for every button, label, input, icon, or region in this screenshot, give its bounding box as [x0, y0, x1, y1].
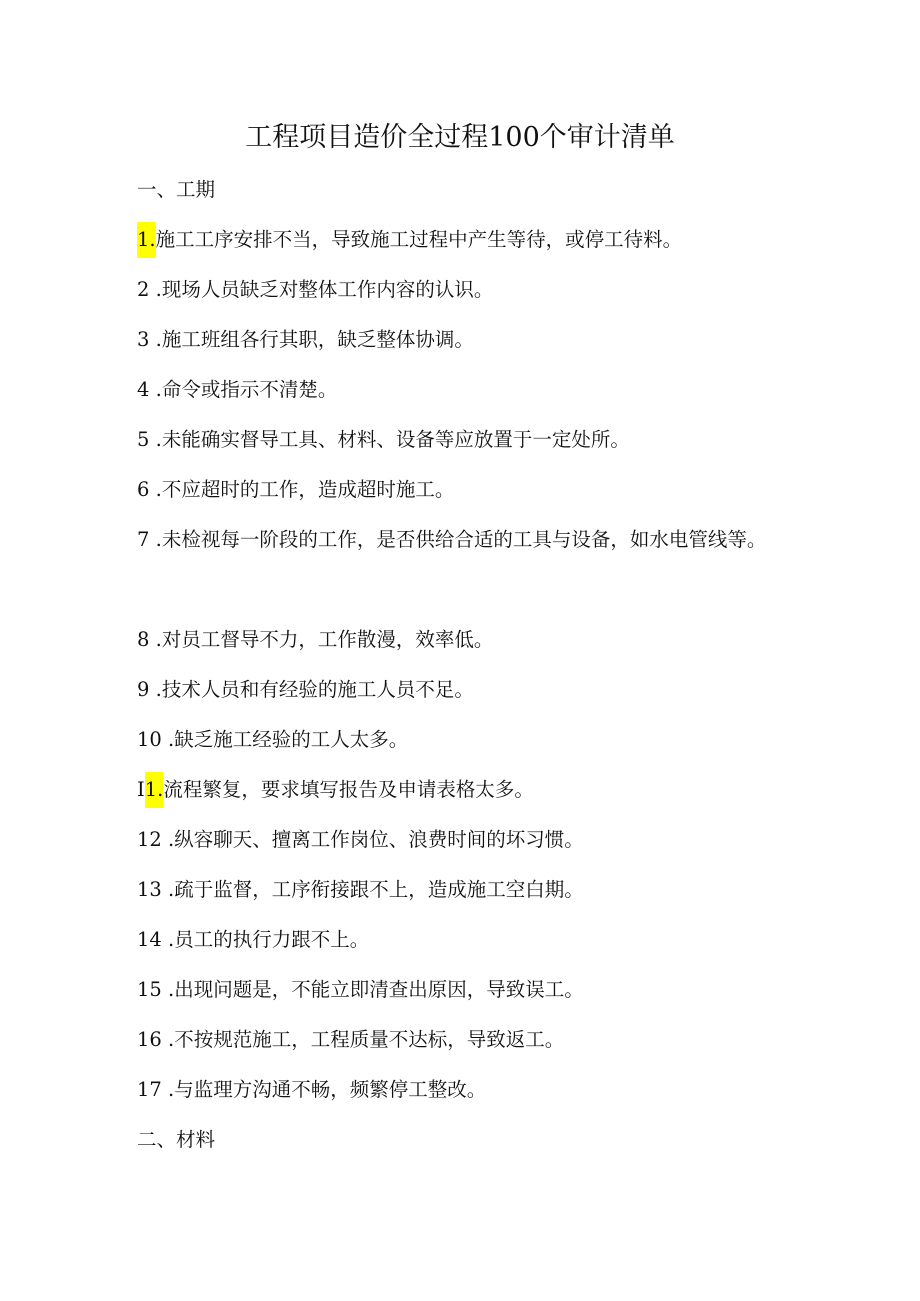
list-item [137, 772, 534, 808]
item-number: 1. [137, 222, 156, 258]
item-number: 17 . [137, 1078, 175, 1101]
list-item [137, 822, 584, 858]
item-text: 技术人员和有经验的施工人员不足。 [161, 678, 474, 701]
item-text: 不应超时的工作，造成超时施工。 [161, 478, 455, 501]
document-title: 工程项目造价全过程100个审计清单 [245, 122, 675, 153]
list-item [137, 1022, 564, 1058]
item-number: 15 . [137, 978, 175, 1001]
list-item [137, 1072, 486, 1108]
item-text: 缺乏施工经验的工人太多。 [174, 728, 409, 751]
list-item [137, 272, 493, 308]
item-text: 施工班组各行其职，缺乏整体协调。 [161, 328, 474, 351]
list-item [137, 872, 584, 908]
item-text: 不按规范施工，工程质量不达标，导致返工。 [174, 1028, 565, 1051]
item-text: 命令或指示不清楚。 [161, 378, 338, 401]
section-heading-schedule: 一、工期 [137, 178, 216, 201]
list-item [137, 515, 787, 565]
item-number: 12 . [137, 828, 175, 851]
item-number: 8 . [137, 628, 162, 651]
item-text: 纵容聊天、擅离工作岗位、浪费时间的坏习惯。 [174, 828, 584, 851]
item-number: 2 . [137, 278, 162, 301]
item-text: 未能确实督导工具、材料、设备等应放置于一定处所。 [161, 428, 630, 451]
item-number: 16 . [137, 1028, 175, 1051]
item-number: 13 . [137, 878, 175, 901]
list-item [137, 322, 474, 358]
list-item [137, 372, 337, 408]
item-number: 7 . [137, 528, 162, 551]
item-number: 14 . [137, 928, 175, 951]
item-number: 5 . [137, 428, 162, 451]
item-number: 4 . [137, 378, 162, 401]
item-number: 1. [145, 772, 164, 808]
item-text: 现场人员缺乏对整体工作内容的认识。 [161, 278, 494, 301]
item-number: 9 . [137, 678, 162, 701]
item-number-prefix: I [137, 778, 145, 801]
list-item [137, 722, 408, 758]
item-number: 3 . [137, 328, 162, 351]
list-item [137, 622, 493, 658]
item-text: 员工的执行力跟不上。 [174, 928, 370, 951]
item-text: 疏于监督，工序衔接跟不上，造成施工空白期。 [174, 878, 584, 901]
item-text: 未检视每一阶段的工作，是否供给合适的工具与设备，如水电管线等。 [161, 528, 767, 551]
item-text: 出现问题是，不能立即清查出原因，导致误工。 [174, 978, 584, 1001]
item-number: 6 . [137, 478, 162, 501]
item-text: 流程繁复，要求填写报告及申请表格太多。 [163, 778, 534, 801]
list-item [137, 922, 369, 958]
item-text: 与监理方沟通不畅，频繁停工整改。 [174, 1078, 487, 1101]
list-item [137, 222, 682, 258]
list-item [137, 672, 474, 708]
item-number: 10 . [137, 728, 175, 751]
item-text: 对员工督导不力，工作散漫，效率低。 [161, 628, 494, 651]
section-heading-materials: 二、材料 [137, 1128, 216, 1151]
list-item [137, 472, 454, 508]
list-item [137, 422, 630, 458]
item-text: 施工工序安排不当，导致施工过程中产生等待，或停工待料。 [155, 228, 683, 251]
list-item [137, 972, 584, 1008]
